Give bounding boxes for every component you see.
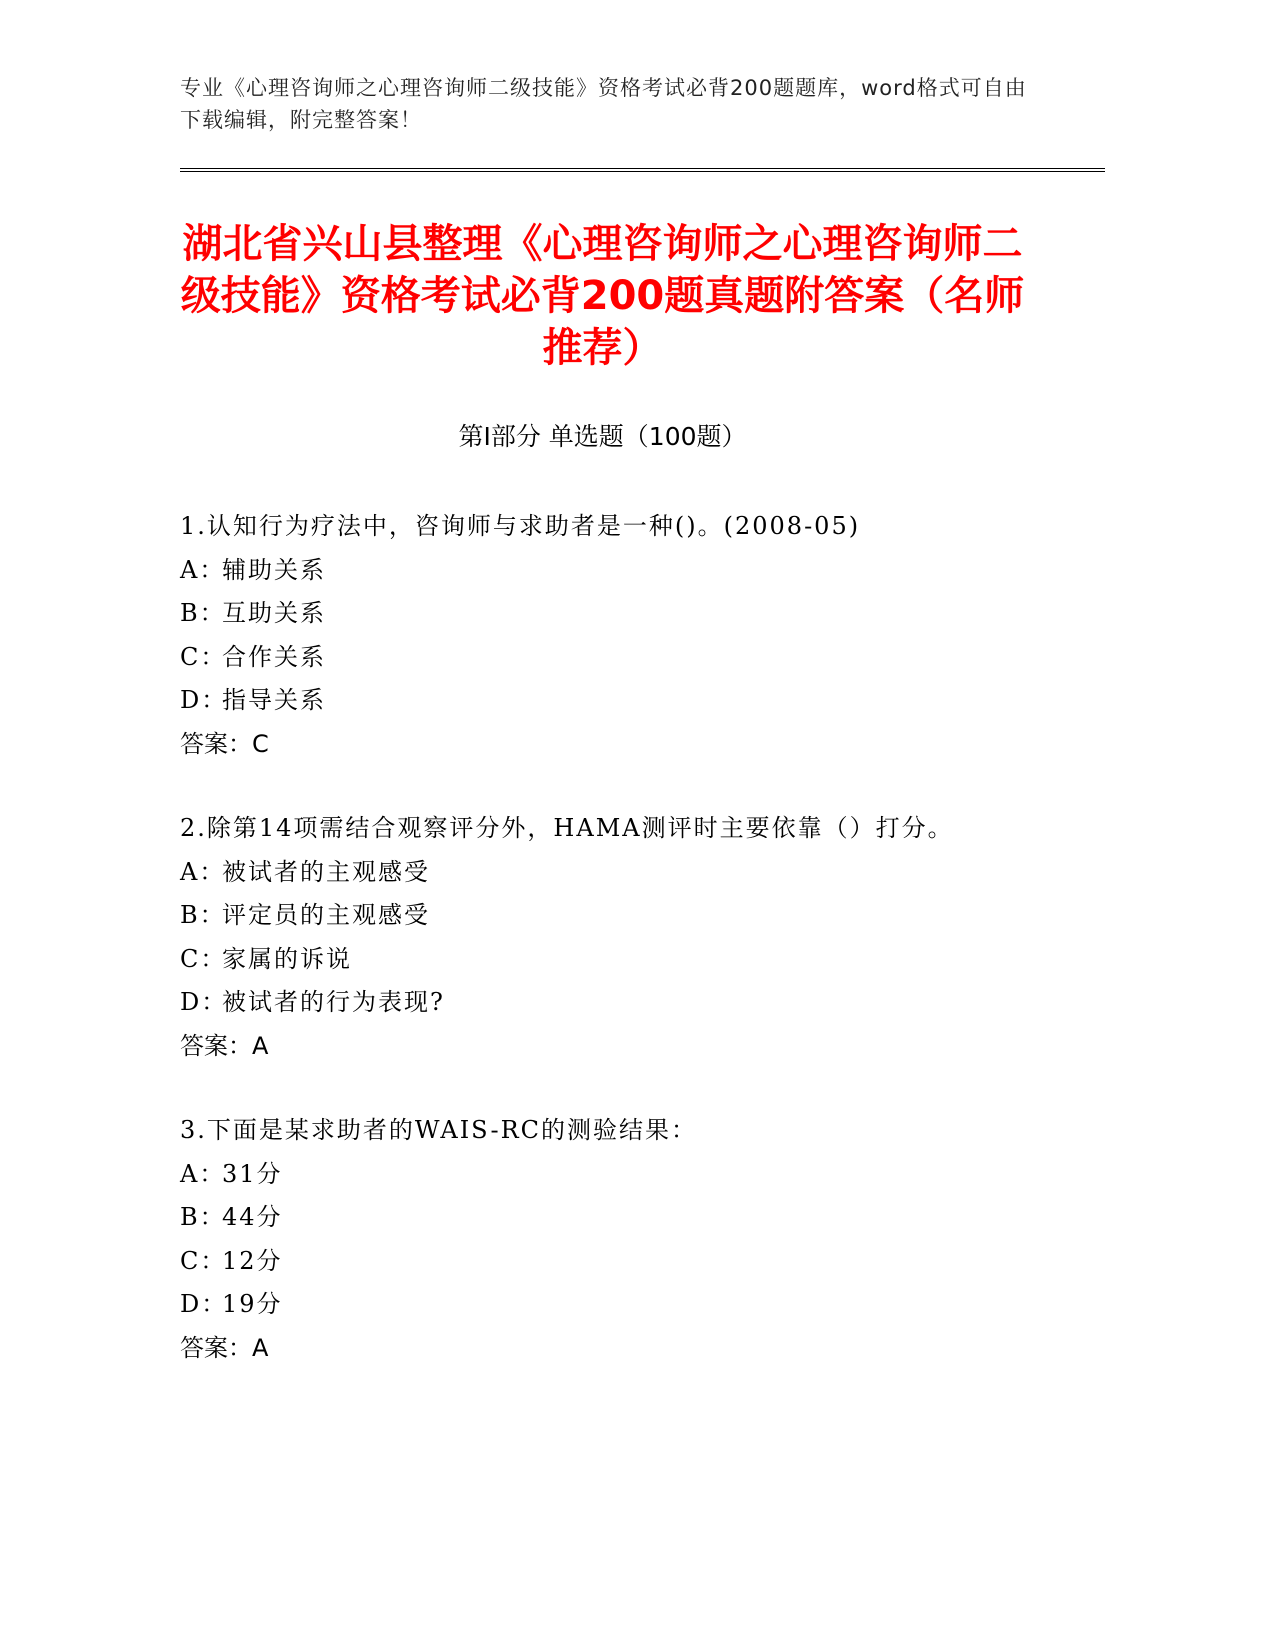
option-letter: B： bbox=[180, 901, 226, 929]
option-letter: A： bbox=[180, 1159, 226, 1188]
option-text: 31分 bbox=[222, 1159, 283, 1188]
option-letter: D： bbox=[180, 988, 228, 1016]
option-c bbox=[180, 1240, 1080, 1284]
option-b bbox=[180, 1196, 1080, 1240]
question-stem: 2.除第14项需结合观察评分外，HAMA测评时主要依靠（）打分。 bbox=[180, 814, 954, 842]
question-1 bbox=[180, 505, 1080, 766]
answer-label: 答案： bbox=[180, 1333, 252, 1362]
option-letter: D： bbox=[180, 1290, 228, 1318]
option-a bbox=[180, 851, 1080, 895]
option-letter: B： bbox=[180, 599, 226, 627]
header-note: 专业《心理咨询师之心理咨询师二级技能》资格考试必背200题题库，word格式可自由下载编辑，附完整答案！ bbox=[180, 76, 1027, 132]
option-letter: D： bbox=[180, 686, 228, 714]
option-text: 互助关系 bbox=[222, 599, 326, 627]
option-text: 辅助关系 bbox=[222, 555, 326, 584]
option-text: 19分 bbox=[222, 1290, 283, 1318]
option-d bbox=[180, 981, 1080, 1025]
option-letter: C： bbox=[180, 1246, 227, 1275]
answer-label: 答案： bbox=[180, 1031, 252, 1060]
option-letter: B： bbox=[180, 1203, 226, 1231]
option-text: 44分 bbox=[222, 1203, 283, 1231]
option-text: 被试者的行为表现? bbox=[222, 988, 445, 1016]
question-list bbox=[180, 505, 1080, 1411]
answer-line bbox=[180, 1025, 1080, 1069]
option-letter: A： bbox=[180, 555, 226, 584]
header-divider bbox=[180, 168, 1105, 172]
option-d bbox=[180, 679, 1080, 723]
question-stem: 1.认知行为疗法中，咨询师与求助者是一种()。(2008-05) bbox=[180, 512, 861, 540]
option-text: 12分 bbox=[222, 1246, 283, 1275]
option-text: 家属的诉说 bbox=[222, 944, 352, 973]
option-text: 指导关系 bbox=[222, 686, 326, 714]
option-letter: C： bbox=[180, 642, 227, 671]
question-2 bbox=[180, 807, 1080, 1068]
question-stem: 3.下面是某求助者的WAIS-RC的测验结果： bbox=[180, 1116, 698, 1144]
question-3 bbox=[180, 1109, 1080, 1370]
answer-line bbox=[180, 1327, 1080, 1371]
option-letter: C： bbox=[180, 944, 227, 973]
section-heading: 第I部分 单选题（100题） bbox=[458, 422, 747, 451]
answer-label: 答案： bbox=[180, 729, 252, 758]
option-text: 被试者的主观感受 bbox=[222, 857, 430, 886]
option-a bbox=[180, 549, 1080, 593]
option-text: 合作关系 bbox=[222, 642, 326, 671]
answer-value: A bbox=[252, 1333, 269, 1362]
option-c bbox=[180, 636, 1080, 680]
option-d bbox=[180, 1283, 1080, 1327]
document-title: 湖北省兴山县整理《心理咨询师之心理咨询师二级技能》资格考试必背200题真题附答案（名师推荐） bbox=[180, 221, 1025, 371]
option-b bbox=[180, 894, 1080, 938]
option-letter: A： bbox=[180, 857, 226, 886]
option-b bbox=[180, 592, 1080, 636]
option-text: 评定员的主观感受 bbox=[222, 901, 430, 929]
answer-line bbox=[180, 723, 1080, 767]
answer-value: C bbox=[252, 729, 269, 758]
option-c bbox=[180, 938, 1080, 982]
option-a bbox=[180, 1153, 1080, 1197]
answer-value: A bbox=[252, 1031, 269, 1060]
